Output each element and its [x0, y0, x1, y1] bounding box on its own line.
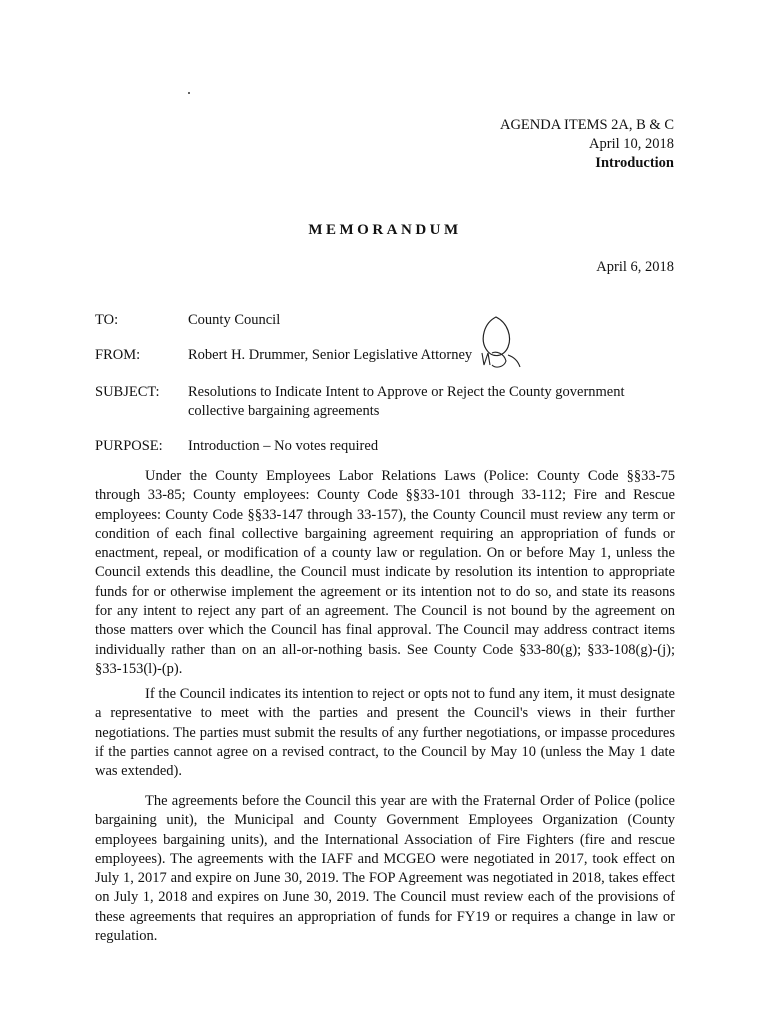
subject-label: SUBJECT: — [95, 384, 160, 400]
subject-value: Resolutions to Indicate Intent to Approve or Reject the County government collective bargaining agreements — [188, 384, 625, 419]
paragraph-text: The agreements before the Council this year are with the Fraternal Order of Police (police bargaining unit), the Municipal and County Government Employees Organization (County employees bargaining units), and the International Association of Fire Fighters (fire and rescue employees). The agreements with the IAFF and MCGEO were negotiated in 2017, took effect on July 1, 2017 and expire on June 30, 2019. The FOP Agreement was negotiated in 2018, takes effect on July 1, 2018 and expires on June 30, 2019. The Council must review each of the provisions of these agreements that requires an appropriation of funds for FY19 or requires a change in law or regulation. — [95, 793, 675, 945]
memo-date: April 6, 2018 — [596, 259, 674, 275]
to-value: County Council — [188, 312, 281, 328]
paragraph-text: If the Council indicates its intention to reject or opts not to fund any item, it must designate a representative to meet with the parties and present the Council's views in their further negotiations. The parties must submit the results of any further negotiations, or impasse procedures if the parties cannot agree on a revised contract, to the Council by May 10 (unless the May 1 date was extended). — [95, 686, 675, 780]
body-paragraph-2 — [95, 685, 675, 781]
paragraph-text: Under the County Employees Labor Relations Laws (Police: County Code §§33-75 through 33-85; County employees: County Code §§33-101 through 33-112; Fire and Rescue employees: County Code §§33-147 through 33-157), the County Council must review any term or condition of each final collective bargaining agreement requiring an appropriation of funds or enactment, repeal, or modification of a county law or regulation. On or before May 1, unless the Council extends this deadline, the Council must indicate by resolution its intention to appropriate funds for or otherwise implement the agreement or its intention not to do so, and state its reasons for any intent to reject any part of an agreement. The Council is not bound by the agreement on those matters over which the Council has final approval. The Council may address contract items individually rather than on an all-or-nothing basis. See County Code §33-80(g); §33-108(g)-(j); §33-153(l)-(p). — [95, 468, 675, 677]
body-paragraph-3 — [95, 792, 675, 946]
agenda-items: AGENDA ITEMS 2A, B & C — [499, 117, 674, 133]
purpose-value: Introduction – No votes required — [188, 438, 379, 454]
agenda-header — [500, 116, 674, 173]
memo-title: MEMORANDUM — [308, 222, 462, 238]
agenda-stage: Introduction — [595, 155, 674, 171]
initials-signature — [474, 313, 522, 371]
scan-speck — [188, 92, 190, 94]
from-value: Robert H. Drummer, Senior Legislative Attorney — [188, 347, 473, 363]
purpose-label: PURPOSE: — [95, 438, 163, 454]
from-label: FROM: — [95, 347, 141, 363]
body-paragraph-1 — [95, 467, 675, 679]
to-label: TO: — [95, 312, 119, 328]
meeting-date: April 10, 2018 — [589, 136, 674, 152]
